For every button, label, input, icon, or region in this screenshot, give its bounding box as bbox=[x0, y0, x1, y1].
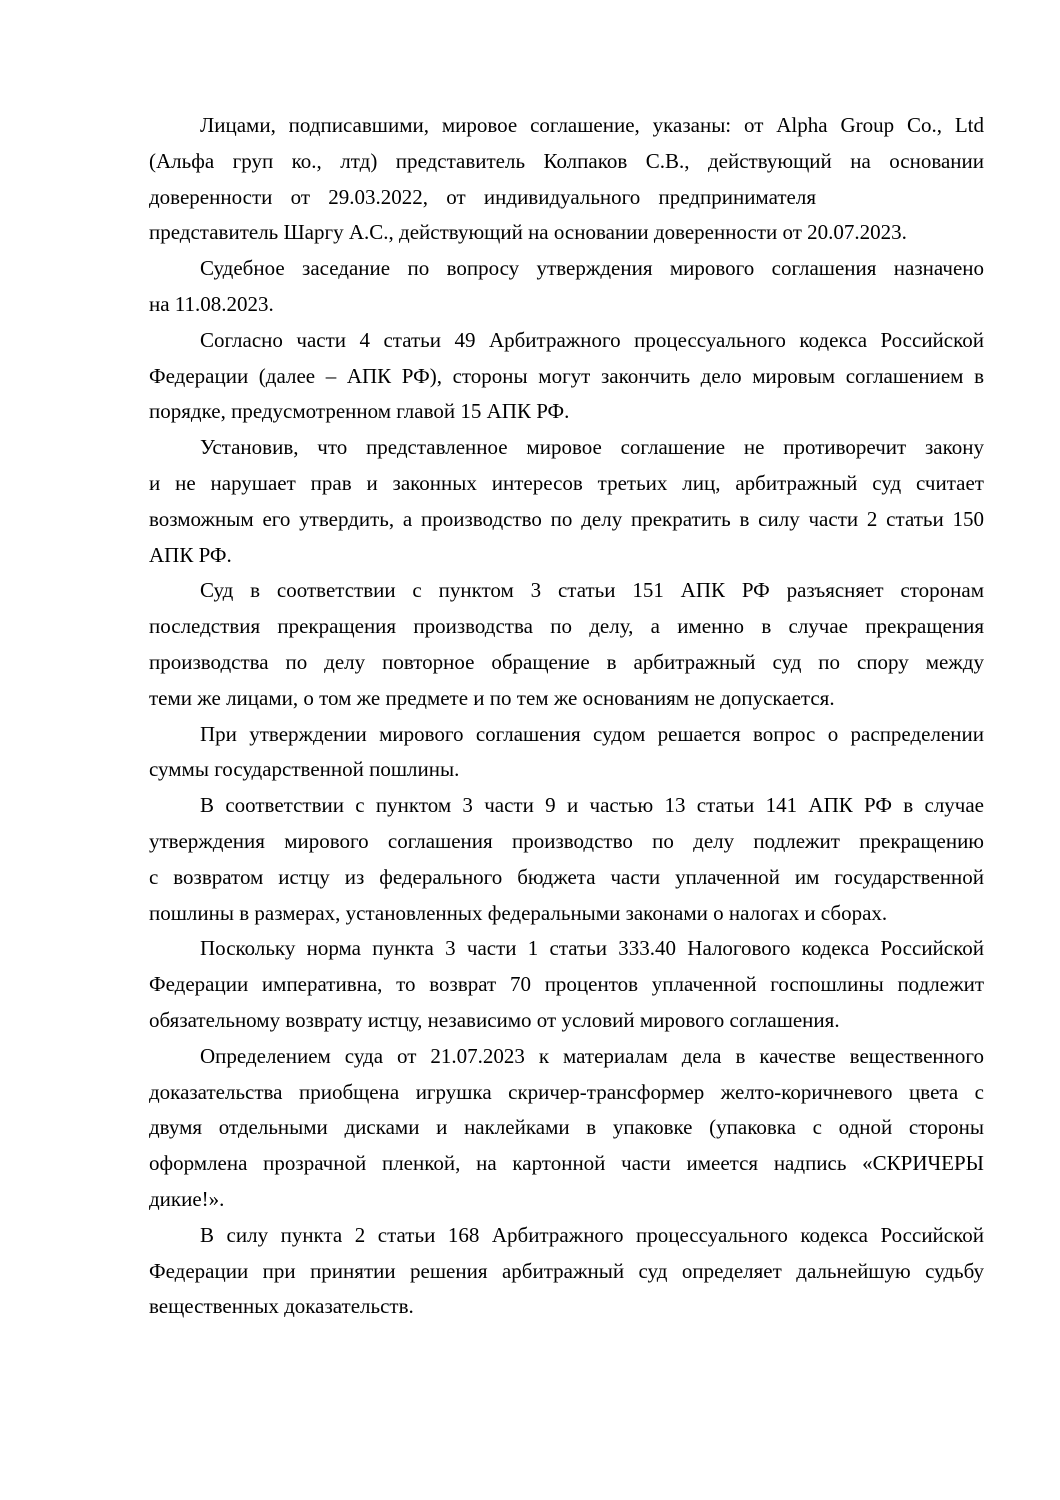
paragraph-tax-code-refund bbox=[149, 931, 984, 1038]
text-line: последствия прекращения производства по делу, а именно в случае прекращения bbox=[149, 614, 984, 639]
text-line: доказательства приобщена игрушка скричер-трансформер желто-коричневого цвета с bbox=[149, 1079, 984, 1104]
text-line: утверждения мирового соглашения производство по делу подлежит прекращению bbox=[149, 828, 984, 853]
text-line: на 11.08.2023. bbox=[149, 291, 274, 316]
text-line: возможным его утвердить, а производство по делу прекратить в силу части 2 статьи 150 bbox=[149, 506, 984, 531]
text-line: Лицами, подписавшими, мировое соглашение, указаны: от Alpha Group Co., Ltd bbox=[200, 113, 984, 137]
text-line: АПК РФ. bbox=[149, 542, 232, 567]
text-line: представитель Шаргу А.С., действующий на основании доверенности от 20.07.2023. bbox=[149, 220, 907, 245]
text-line: Поскольку норма пункта 3 части 1 статьи 333.40 Налогового кодекса Российской bbox=[200, 936, 984, 961]
paragraph-article-141-refund bbox=[149, 788, 984, 931]
text-line: Суд в соответствии с пунктом 3 статьи 151 АПК РФ разъясняет сторонам bbox=[200, 578, 984, 603]
text-line: вещественных доказательств. bbox=[149, 1294, 414, 1319]
text-line: В соответствии с пунктом 3 части 9 и частью 13 статьи 141 АПК РФ в случае bbox=[200, 793, 984, 818]
text-line: и не нарушает прав и законных интересов третьих лиц, арбитражный суд считает bbox=[149, 470, 984, 495]
document-body bbox=[149, 108, 984, 1325]
text-line: Установив, что представленное мировое соглашение не противоречит закону bbox=[200, 435, 984, 460]
text-line: теми же лицами, о том же предмете и по тем же основаниям не допускается. bbox=[149, 685, 835, 710]
paragraph-article-151-consequences bbox=[149, 573, 984, 716]
text-line: В силу пункта 2 статьи 168 Арбитражного процессуального кодекса Российской bbox=[200, 1222, 984, 1247]
text-line: пошлины в размерах, установленных федеральными законами о налогах и сборах. bbox=[149, 900, 888, 925]
text-line: оформлена прозрачной пленкой, на картонной части имеется надпись «СКРИЧЕРЫ bbox=[149, 1151, 984, 1176]
text-line: производства по делу повторное обращение в арбитражный суд по спору между bbox=[149, 649, 984, 674]
text-line: (Альфа груп ко., лтд) представитель Колпаков С.В., действующий на основании bbox=[149, 148, 984, 173]
text-line: суммы государственной пошлины. bbox=[149, 757, 460, 782]
text-line: При утверждении мирового соглашения судом решается вопрос о распределении bbox=[200, 721, 984, 746]
text-line: Федерации (далее – АПК РФ), стороны могут закончить дело мировым соглашением в bbox=[149, 363, 984, 388]
text-line: с возвратом истцу из федерального бюджета части уплаченной им государственной bbox=[149, 864, 984, 889]
paragraph-signatories bbox=[149, 108, 984, 251]
paragraph-material-evidence bbox=[149, 1039, 984, 1218]
text-line: дикие!». bbox=[149, 1186, 225, 1211]
paragraph-approval bbox=[149, 430, 984, 573]
text-line: Судебное заседание по вопросу утверждения мирового соглашения назначено bbox=[200, 256, 984, 281]
paragraph-article-168-evidence-fate bbox=[149, 1218, 984, 1325]
text-line: Определением суда от 21.07.2023 к материалам дела в качестве вещественного bbox=[200, 1043, 984, 1068]
text-line: доверенности от 29.03.2022, от индивидуального предпринимателя bbox=[149, 184, 816, 209]
paragraph-apk-article-49 bbox=[149, 323, 984, 430]
text-line: Согласно части 4 статьи 49 Арбитражного процессуального кодекса Российской bbox=[200, 327, 984, 352]
text-line: Федерации при принятии решения арбитражный суд определяет дальнейшую судьбу bbox=[149, 1258, 984, 1283]
text-line: Федерации императивна, то возврат 70 процентов уплаченной госпошлины подлежит bbox=[149, 972, 984, 997]
paragraph-hearing-date bbox=[149, 251, 984, 323]
text-line: обязательному возврату истцу, независимо от условий мирового соглашения. bbox=[149, 1007, 840, 1032]
text-line: двумя отдельными дисками и наклейками в упаковке (упаковка с одной стороны bbox=[149, 1115, 984, 1140]
paragraph-state-duty bbox=[149, 717, 984, 789]
text-line: порядке, предусмотренном главой 15 АПК РФ. bbox=[149, 399, 570, 424]
